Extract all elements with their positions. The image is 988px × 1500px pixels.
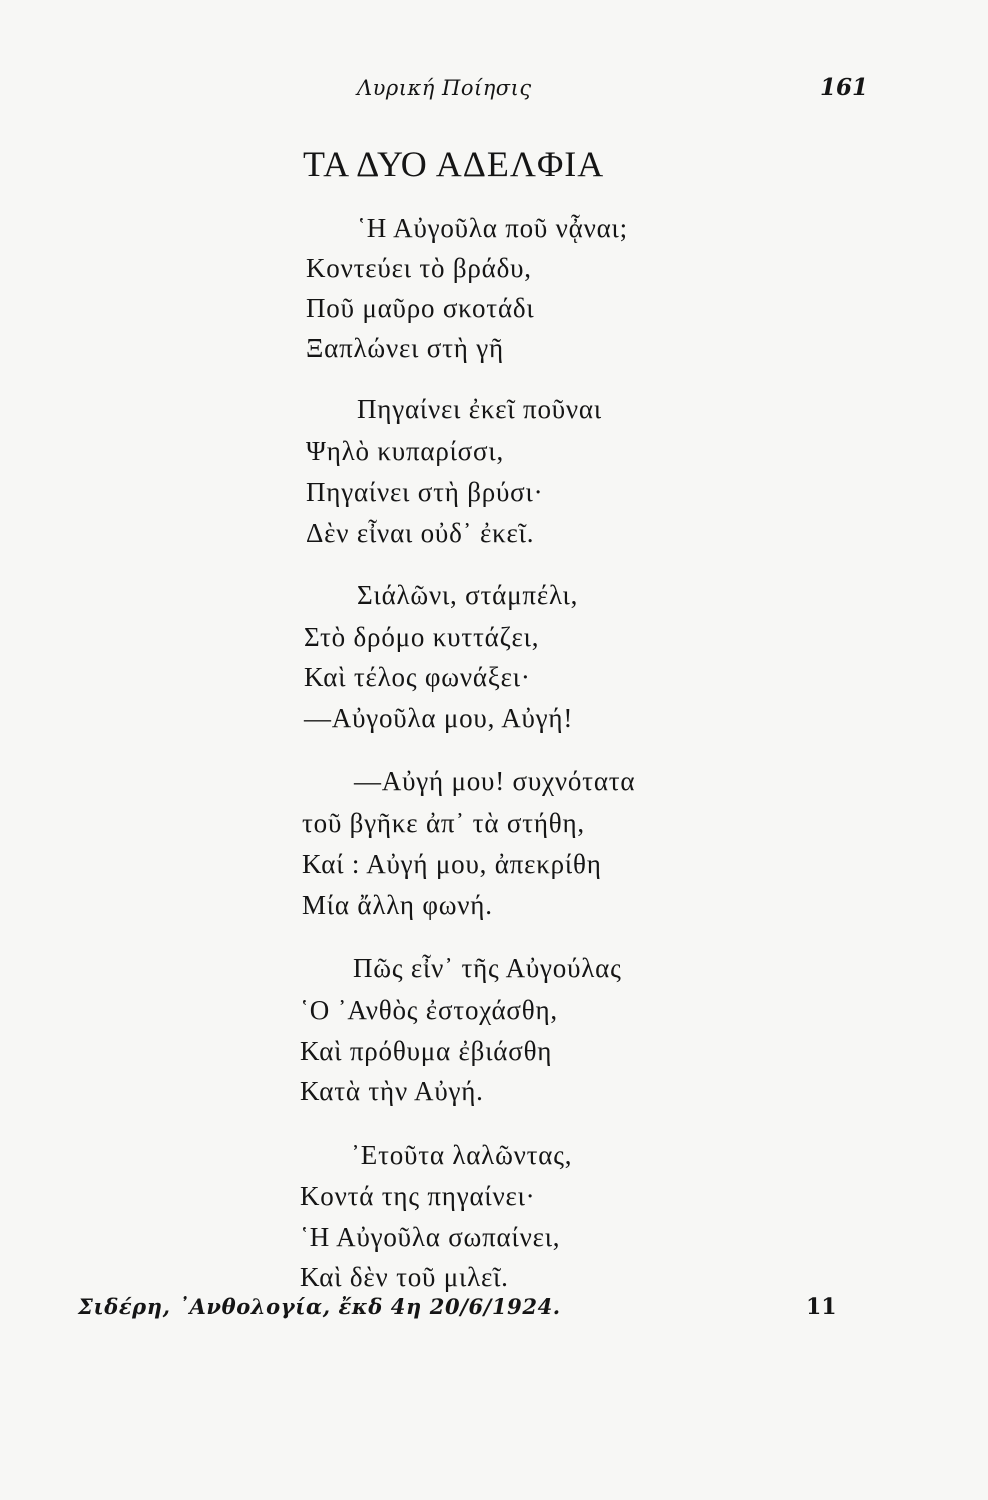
poem-line: Στὸ δρόμο κυττάζει, [304, 622, 540, 652]
poem-line: Ποῦ μαῦρο σκοτάδι [306, 293, 535, 323]
poem-line: ῾Η Αὐγοῦλα ποῦ νᾆναι; [357, 213, 628, 243]
poem-line: Δὲν εἶναι οὐδ᾽ ἐκεῖ. [306, 518, 535, 548]
poem-line: Σιάλῶνι, στάμπέλι, [357, 580, 579, 610]
poem-line: Καὶ τέλος φωνάξει· [304, 662, 531, 692]
poem-line: Κοντεύει τὸ βράδυ, [306, 253, 532, 283]
poem-line: —Αὐγή μου! συχνότατα [354, 766, 636, 796]
source-note: Σιδέρη, ᾽Ανθολογία, ἔκδ 4η 20/6/1924. [78, 1294, 561, 1319]
poem-line: Ψηλὸ κυπαρίσσι, [306, 436, 504, 466]
signature-mark: 11 [806, 1294, 837, 1320]
poem-line: Κοντά της πηγαίνει· [300, 1181, 536, 1211]
poem-line: Καὶ πρόθυμα ἐβιάσθη [300, 1036, 553, 1066]
poem-line: Ξαπλώνει στὴ γῆ [306, 333, 504, 363]
poem-line: Μία ἄλλη φωνή. [302, 890, 493, 920]
page-number: 161 [820, 74, 869, 101]
poem-line: —Αὐγοῦλα μου, Αὐγή! [304, 703, 574, 733]
running-head: Λυρική Ποίησις [357, 76, 532, 100]
poem-line: Πῶς εἶν᾽ τῆς Αὐγούλας [353, 953, 622, 983]
poem-line: τοῦ βγῆκε ἀπ᾽ τὰ στήθη, [302, 808, 585, 838]
poem-title: ΤΑ ΔΥΟ ΑΔΕΛΦΙΑ [303, 144, 605, 184]
poem-line: Καί : Αὐγή μου, ἀπεκρίθη [302, 849, 602, 879]
poem-line: ῾Η Αὐγοῦλα σωπαίνει, [300, 1222, 561, 1252]
poem-line: ᾽Ετοῦτα λαλῶντας, [351, 1140, 573, 1170]
poem-line: Πηγαίνει στὴ βρύσι· [306, 477, 544, 507]
poem-line: Καὶ δὲν τοῦ μιλεῖ. [300, 1262, 509, 1292]
poem-line: ῾Ο ᾽Ανθὸς ἐστοχάσθη, [300, 995, 558, 1025]
poem-line: Κατὰ τὴν Αὐγή. [300, 1076, 484, 1106]
poem-line: Πηγαίνει ἐκεῖ ποῦναι [357, 394, 602, 424]
